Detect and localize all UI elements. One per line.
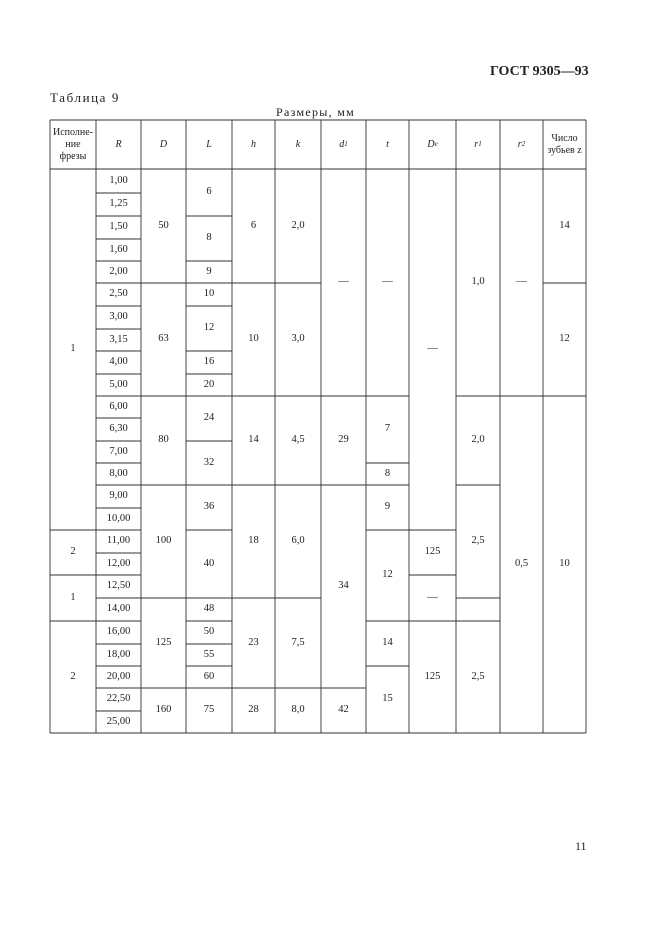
dimensions-label: Размеры, мм — [276, 105, 356, 119]
cell-t: 8 — [384, 467, 391, 479]
header-D: D — [159, 138, 168, 150]
cell-t: 14 — [382, 637, 393, 649]
cell-R: 5,00 — [109, 378, 128, 390]
cell-L: 24 — [203, 412, 215, 424]
cell-R: 20,00 — [106, 670, 131, 682]
cell-L: 32 — [203, 456, 215, 468]
cell-d1: 29 — [338, 434, 349, 446]
header-r1: r 1 — [474, 138, 482, 150]
cell-L: 12 — [203, 322, 215, 334]
cell-L: 40 — [203, 557, 215, 569]
cell-k: 4,5 — [291, 434, 305, 446]
cell-h: 28 — [248, 704, 259, 716]
cell-L: 6 — [206, 186, 212, 198]
standard-code: ГОСТ 9305—93 — [490, 64, 589, 79]
cell-D: 63 — [158, 333, 169, 345]
cell-D: 125 — [155, 636, 172, 648]
cell-L: 55 — [203, 648, 215, 660]
cell-De: — — [427, 343, 438, 355]
header-z: Число зубьев z — [547, 132, 582, 156]
table-label: Таблица 9 — [50, 90, 120, 105]
cell-R: 2,00 — [109, 265, 128, 277]
header-k: k — [295, 138, 301, 150]
cell-De: — — [427, 591, 438, 603]
cell-D: 50 — [158, 219, 169, 231]
cell-De: 125 — [424, 670, 441, 682]
cell-R: 1,50 — [109, 221, 128, 233]
cell-t: 12 — [382, 569, 393, 581]
header-d1: d 1 — [339, 138, 348, 150]
cell-L: 48 — [203, 603, 215, 615]
cell-R: 8,00 — [109, 467, 128, 479]
cell-k: 2,0 — [291, 219, 305, 231]
cell-R: 12,00 — [106, 557, 131, 569]
cell-z: 12 — [559, 333, 570, 345]
header-R: R — [115, 138, 122, 150]
cell-t: 15 — [382, 693, 393, 705]
cell-R: 3,15 — [109, 333, 128, 345]
cell-R: 1,60 — [109, 243, 128, 255]
cell-z: 14 — [559, 219, 570, 231]
cell-R: 3,00 — [109, 311, 128, 323]
cell-k: 8,0 — [291, 704, 305, 716]
cell-R: 1,00 — [109, 174, 128, 186]
cell-r2: 0,5 — [514, 558, 529, 570]
cell-ispolnenie: 1 — [70, 343, 76, 355]
cell-D: 160 — [155, 704, 172, 716]
cell-h: 23 — [248, 636, 259, 648]
cell-R: 22,50 — [106, 693, 131, 705]
cell-ispolnenie: 1 — [70, 591, 76, 603]
cell-R: 11,00 — [106, 535, 131, 547]
header-De: D e — [427, 138, 438, 150]
cell-R: 18,00 — [106, 648, 131, 660]
cell-L: 60 — [203, 670, 215, 682]
cell-ispolnenie: 2 — [70, 546, 76, 558]
cell-R: 6,00 — [109, 400, 128, 412]
cell-R: 6,30 — [109, 423, 128, 435]
cell-d1: — — [338, 276, 349, 288]
cell-R: 10,00 — [106, 512, 131, 524]
cell-t: 9 — [384, 501, 391, 513]
header-h: h — [251, 138, 256, 150]
cell-L: 16 — [203, 356, 215, 368]
cell-h: 14 — [248, 434, 259, 446]
cell-r1: 1,0 — [471, 276, 485, 288]
header-L: L — [206, 138, 212, 150]
cell-k: 7,5 — [291, 636, 305, 648]
cell-ispolnenie: 2 — [70, 670, 76, 682]
cell-L: 10 — [203, 288, 215, 300]
cell-R: 7,00 — [109, 445, 128, 457]
header-r2: r 2 — [517, 138, 526, 150]
cell-r1: 2,5 — [471, 535, 485, 547]
cell-h: 10 — [248, 333, 259, 345]
header-ispolnenie: Исполне- ние фрезы — [53, 126, 93, 162]
cell-R: 4,00 — [109, 356, 128, 368]
cell-R: 1,25 — [109, 198, 128, 210]
cell-r1: 2,5 — [471, 670, 485, 682]
cell-L: 50 — [203, 626, 215, 638]
cell-R: 25,00 — [106, 715, 131, 727]
cell-r2: — — [516, 276, 527, 288]
page-number: 11 — [575, 839, 587, 853]
cell-z: 10 — [559, 558, 570, 570]
cell-k: 3,0 — [291, 333, 305, 345]
header-t: t — [386, 138, 389, 150]
cell-t: 7 — [384, 423, 391, 435]
cell-k: 6,0 — [291, 535, 305, 547]
cell-R: 14,00 — [106, 603, 131, 615]
cell-d1: 42 — [338, 704, 349, 716]
cell-h: 6 — [250, 219, 257, 231]
cell-r1: 2,0 — [471, 434, 485, 446]
cell-d1: 34 — [338, 580, 349, 592]
cell-L: 8 — [206, 232, 212, 244]
cell-t: — — [382, 276, 393, 288]
cell-D: 80 — [158, 434, 169, 446]
cell-R: 2,50 — [109, 288, 128, 300]
cell-L: 75 — [203, 704, 215, 716]
cell-De: 125 — [424, 546, 441, 558]
cell-h: 18 — [248, 535, 259, 547]
cell-R: 12,50 — [106, 580, 131, 592]
cell-D: 100 — [155, 535, 172, 547]
cell-R: 16,00 — [106, 626, 131, 638]
cell-L: 20 — [203, 378, 215, 390]
cell-L: 36 — [203, 501, 215, 513]
cell-R: 9,00 — [109, 490, 128, 502]
cell-L: 9 — [206, 265, 212, 277]
